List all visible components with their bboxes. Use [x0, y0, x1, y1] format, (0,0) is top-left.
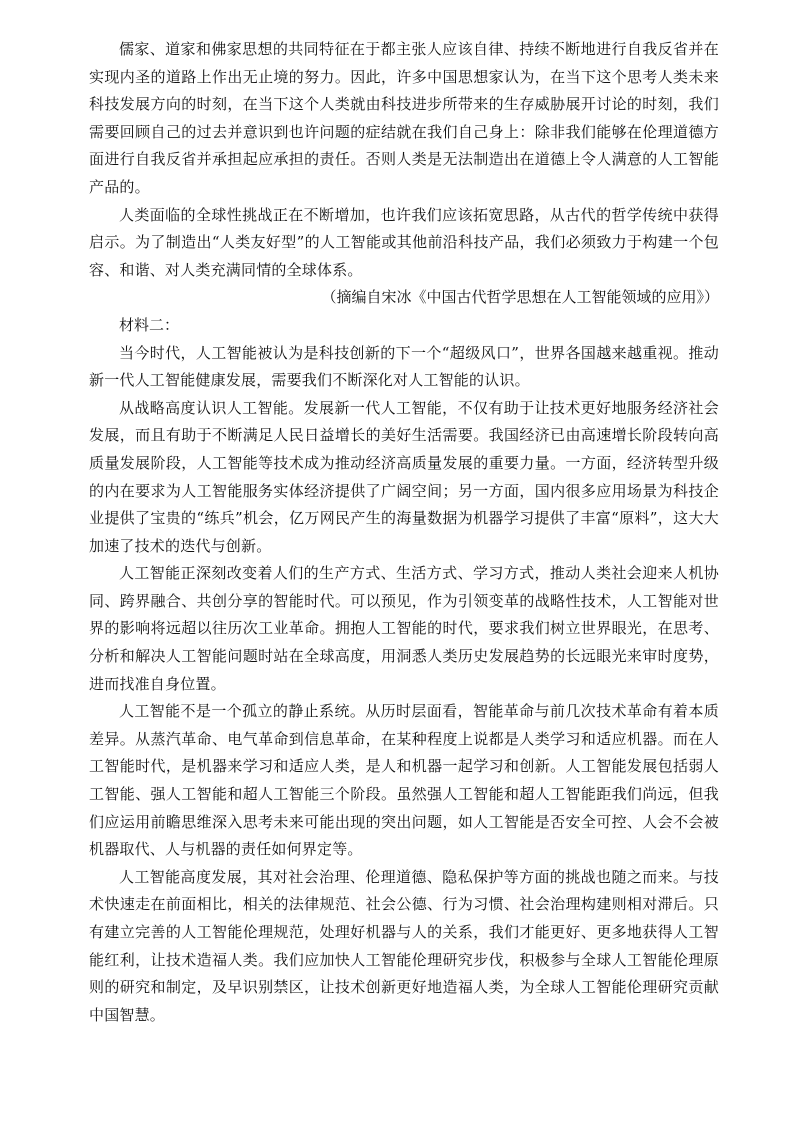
paragraph-confucian-thought: 儒家、道家和佛家思想的共同特征在于都主张人应该自律、持续不断地进行自我反省并在实现内圣的道路上作出无止境的努力。因此，许多中国思想家认为，在当下这个思考人类未来科技发展方向的时刻，在当下这个人类就由科技进步所带来的生存威胁展开讨论的时刻，我们需要回顾自己的过去并意识到也许问题的症结就在我们自己身上：除非我们能够在伦理道德方面进行自我反省并承担起应承担的责任。否则人类是无法制造出在道德上令人满意的人工智能产品的。 [89, 40, 719, 196]
material-two-label: 材料二： [119, 315, 180, 334]
paragraph-intelligent-era: 人工智能正深刻改变着人们的生产方式、生活方式、学习方式，推动人类社会迎来人机协同、跨界融合、共创分享的智能时代。可以预见，作为引领变革的战略性技术，人工智能对世界的影响将远超以往历次工业革命。拥抱人工智能的时代，要求我们树立世界眼光，在思考、分析和解决人工智能问题时站在全球高度，用洞悉人类历史发展趋势的长远眼光来审时度势，进而找准自身位置。 [89, 564, 719, 693]
paragraph-not-isolated-system: 人工智能不是一个孤立的静止系统。从历时层面看，智能革命与前几次技术革命有着本质差异。从蒸汽革命、电气革命到信息革命，在某种程度上说都是人类学习和适应机器。而在人工智能时代，是机器来学习和适应人类，是人和机器一起学习和创新。人工智能发展包括弱人工智能、强人工智能和超人工智能三个阶段。虽然强人工智能和超人工智能距我们尚远，但我们应运用前瞻思维深入思考未来可能出现的突出问题，如人工智能是否安全可控、人会不会被机器取代、人与机器的责任如何界定等。 [89, 702, 719, 859]
source-citation: （摘编自宋冰《中国古代哲学思想在人工智能领域的应用》） [321, 288, 719, 307]
paragraph-ethics-challenges: 人工智能高度发展，其对社会治理、伦理道德、隐私保护等方面的挑战也随之而来。与技术快速走在前面相比，相关的法律规范、社会公德、行为习惯、社会治理构建则相对滞后。只有建立完善的人工智能伦理规范，处理好机器与人的关系，我们才能更好、更多地获得人工智能红利，让技术造福人类。我们应加快人工智能伦理研究步伐，积极参与全球人工智能伦理原则的研究和制定，及早识别禁区，让技术创新更好地造福人类，为全球人工智能伦理研究贡献中国智慧。 [89, 867, 719, 1024]
paragraph-ai-era: 当今时代，人工智能被认为是科技创新的下一个“超级风口”，世界各国越来越重视。推动新一代人工智能健康发展，需要我们不断深化对人工智能的认识。 [89, 343, 719, 390]
paragraph-global-challenges: 人类面临的全球性挑战正在不断增加，也许我们应该拓宽思路，从古代的哲学传统中获得启示。为了制造出“人类友好型”的人工智能或其他前沿科技产品，我们必须致力于构建一个包容、和谐、对人类充满同情的全球体系。 [89, 205, 719, 279]
document-page [89, 36, 719, 1029]
paragraph-strategic-height: 从战略高度认识人工智能。发展新一代人工智能，不仅有助于让技术更好地服务经济社会发展，而且有助于不断满足人民日益增长的美好生活需要。我国经济已由高速增长阶段转向高质量发展阶段，人工智能等技术成为推动经济高质量发展的重要力量。一方面，经济转型升级的内在要求为人工智能服务实体经济提供了广阔空间；另一方面，国内很多应用场景为科技企业提供了宝贵的“练兵”机会，亿万网民产生的海量数据为机器学习提供了丰富“原料”，这大大加速了技术的迭代与创新。 [89, 398, 719, 555]
